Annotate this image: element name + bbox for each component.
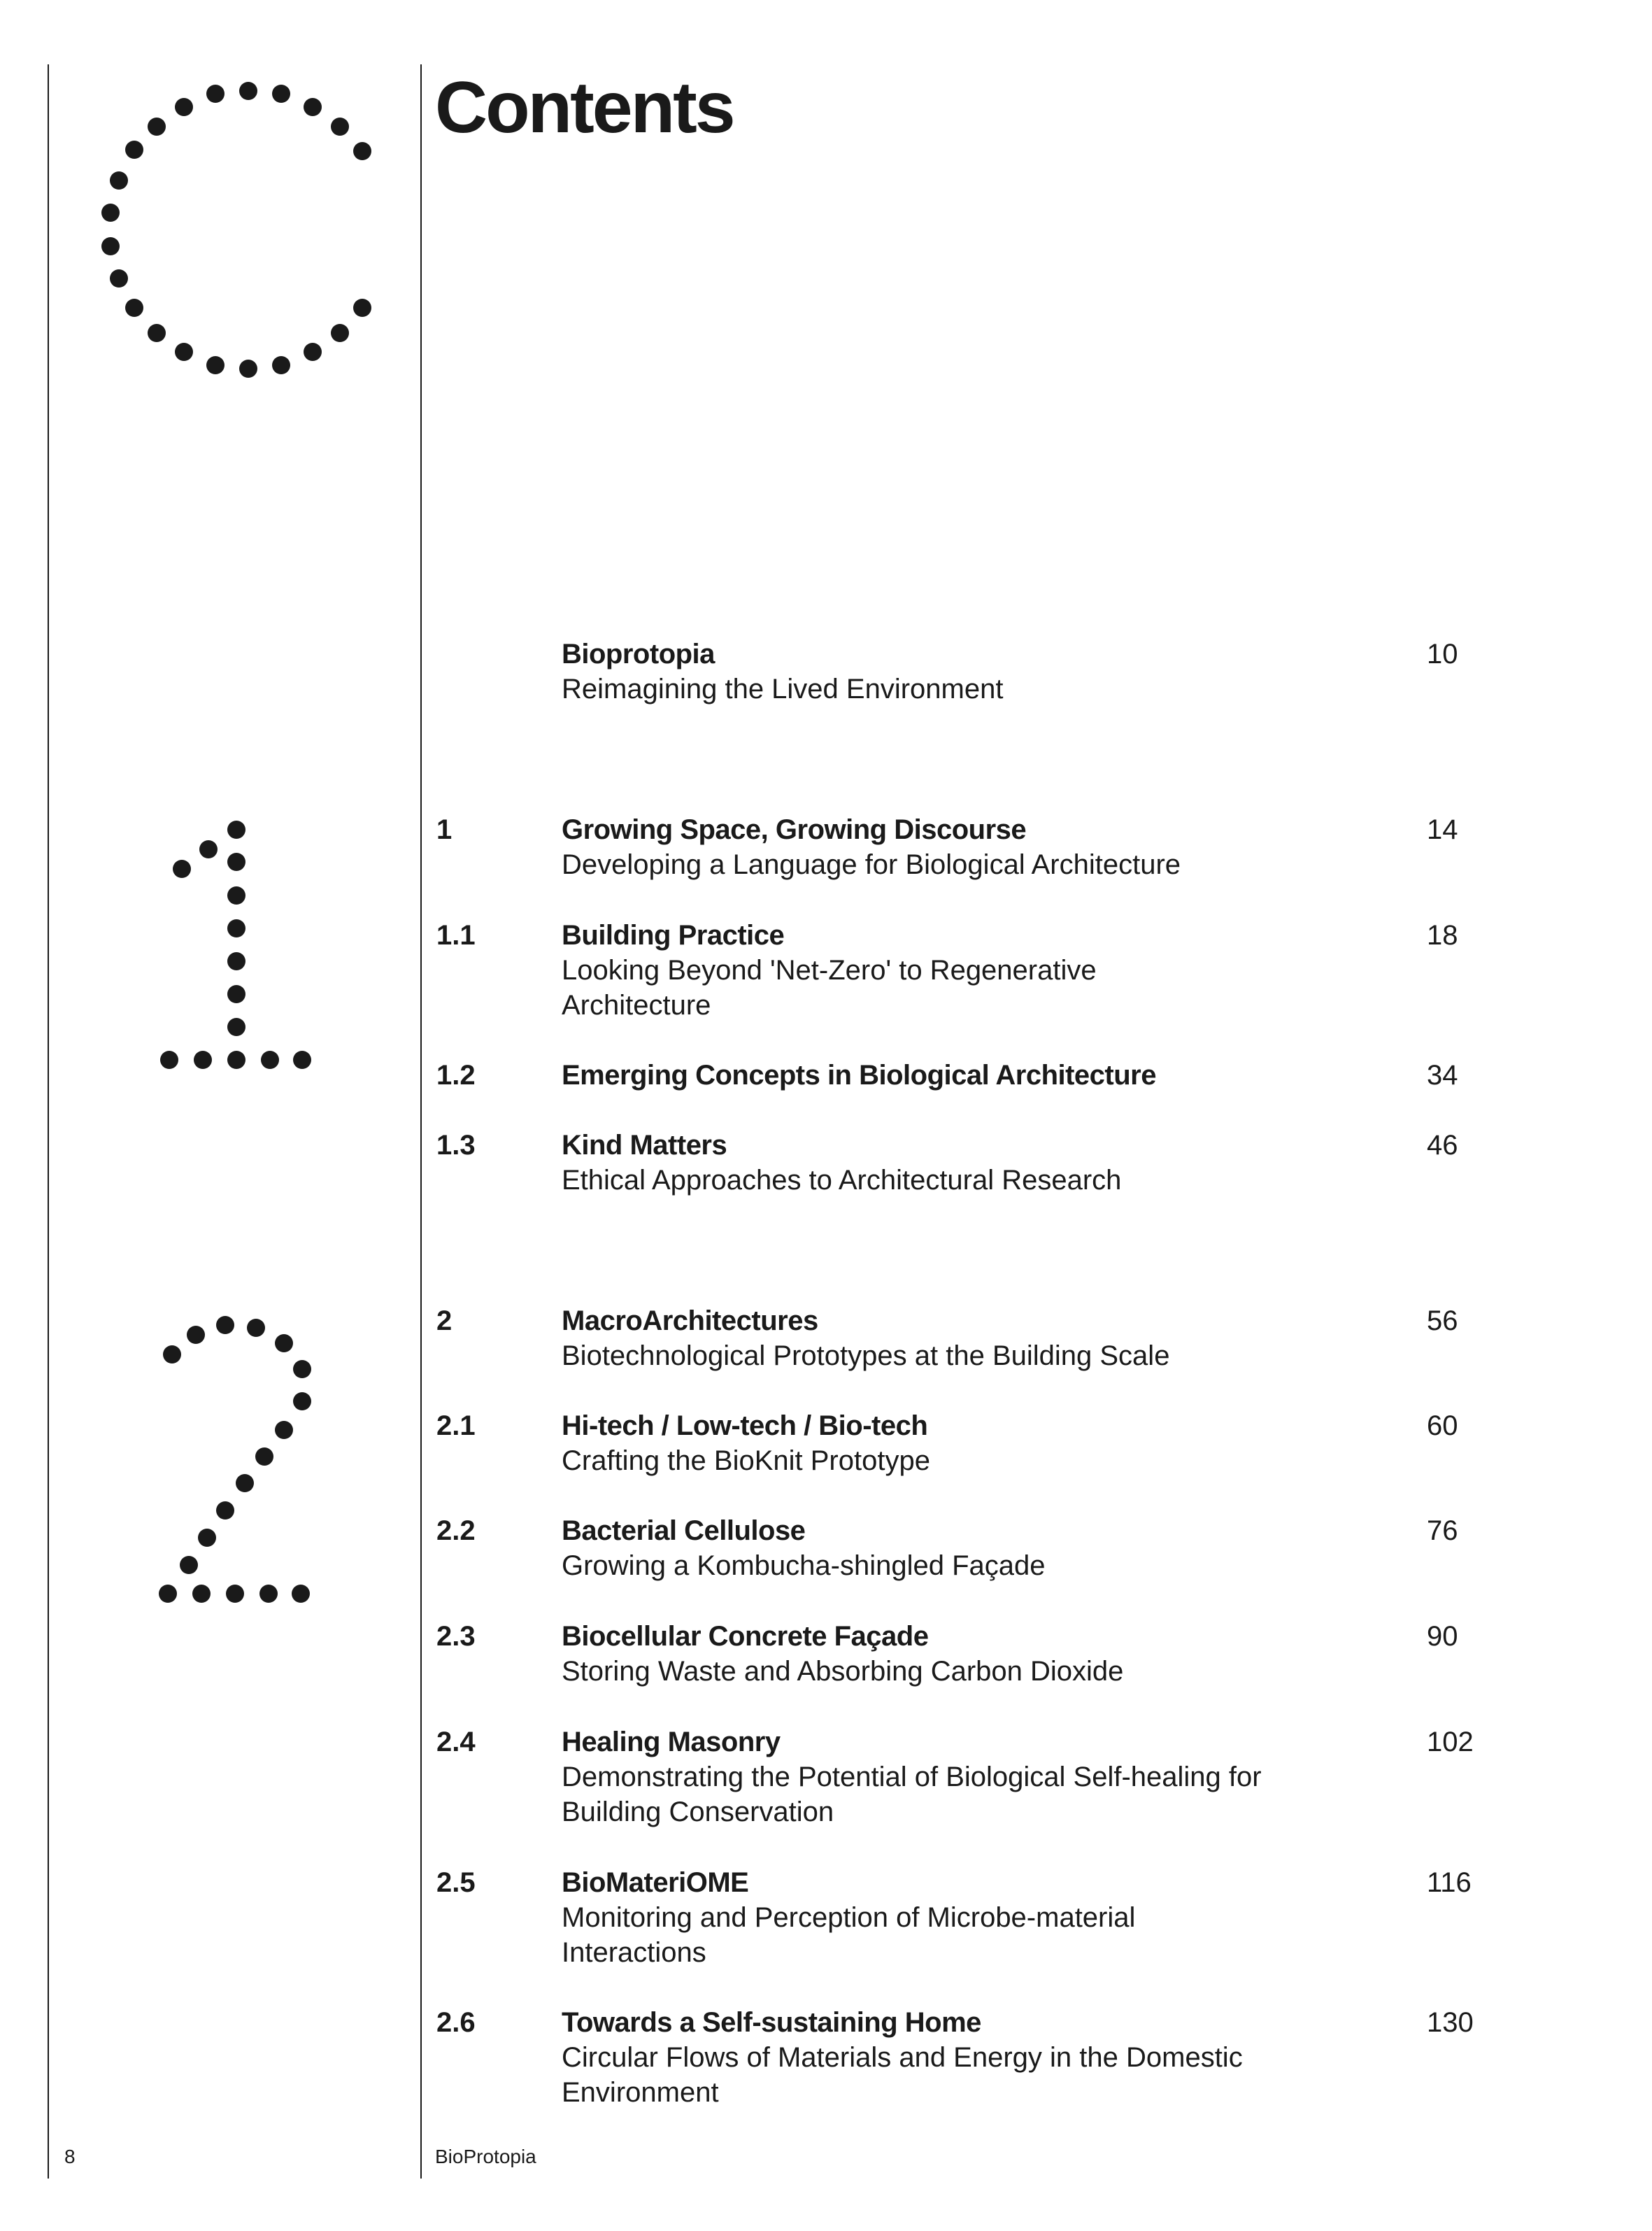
entry-number: 1.3 bbox=[436, 1130, 476, 1161]
entry-page-number: 76 bbox=[1427, 1515, 1458, 1546]
dotted-numeral-two bbox=[147, 1301, 329, 1609]
dotted-letter-c bbox=[91, 77, 385, 392]
entry-title: Emerging Concepts in Biological Architecture bbox=[562, 1060, 1156, 1091]
entry-number: 1.2 bbox=[436, 1060, 476, 1091]
entry-number: 1.1 bbox=[436, 920, 476, 951]
entry-subtitle: Biotechnological Prototypes at the Building Scale bbox=[562, 1340, 1170, 1371]
entry-title: Hi-tech / Low-tech / Bio-tech bbox=[562, 1410, 928, 1441]
entry-number: 2.3 bbox=[436, 1621, 476, 1652]
entry-subtitle: Developing a Language for Biological Architecture bbox=[562, 849, 1181, 880]
entry-subtitle: Circular Flows of Materials and Energy in the Domestic Environment bbox=[562, 2042, 1243, 2108]
entry-subtitle: Looking Beyond 'Net-Zero' to Regenerative Architecture bbox=[562, 955, 1097, 1021]
left-margin-rule bbox=[48, 64, 49, 2179]
dotted-numeral-one bbox=[147, 812, 329, 1105]
entry-title: Towards a Self-sustaining Home bbox=[562, 2007, 981, 2038]
entry-subtitle: Crafting the BioKnit Prototype bbox=[562, 1445, 930, 1476]
entry-subtitle: Storing Waste and Absorbing Carbon Dioxide bbox=[562, 1656, 1124, 1687]
entry-title: Kind Matters bbox=[562, 1130, 727, 1161]
entry-number: 2.6 bbox=[436, 2007, 476, 2038]
entry-number: 2.5 bbox=[436, 1867, 476, 1898]
page-title: Contents bbox=[435, 67, 734, 148]
entry-page-number: 56 bbox=[1427, 1305, 1458, 1336]
running-title: BioProtopia bbox=[435, 2146, 536, 2167]
entry-title: Biocellular Concrete Façade bbox=[562, 1621, 929, 1652]
entry-title: Growing Space, Growing Discourse bbox=[562, 814, 1027, 845]
entry-page-number: 116 bbox=[1427, 1867, 1472, 1898]
page-folio: 8 bbox=[64, 2146, 76, 2167]
entry-page-number: 46 bbox=[1427, 1130, 1458, 1161]
entry-page-number: 130 bbox=[1427, 2007, 1474, 2038]
entry-number: 2.2 bbox=[436, 1515, 476, 1546]
entry-page-number: 34 bbox=[1427, 1060, 1458, 1091]
entry-subtitle: Growing a Kombucha-shingled Façade bbox=[562, 1550, 1046, 1581]
entry-page-number: 10 bbox=[1427, 639, 1458, 670]
entry-subtitle: Demonstrating the Potential of Biological Self-healing for Building Conservation bbox=[562, 1762, 1262, 1827]
entry-page-number: 18 bbox=[1427, 920, 1458, 951]
entry-title: Healing Masonry bbox=[562, 1727, 781, 1757]
entry-title: Bacterial Cellulose bbox=[562, 1515, 806, 1546]
entry-page-number: 14 bbox=[1427, 814, 1458, 845]
entry-number: 2.1 bbox=[436, 1410, 476, 1441]
entry-subtitle: Monitoring and Perception of Microbe-material Interactions bbox=[562, 1902, 1136, 1968]
entry-number: 2 bbox=[436, 1305, 453, 1336]
entry-subtitle: Reimagining the Lived Environment bbox=[562, 674, 1004, 704]
entry-title: BioMateriOME bbox=[562, 1867, 749, 1898]
entry-page-number: 60 bbox=[1427, 1410, 1458, 1441]
entry-page-number: 102 bbox=[1427, 1727, 1474, 1757]
entry-title: Building Practice bbox=[562, 920, 785, 951]
entry-page-number: 90 bbox=[1427, 1621, 1458, 1652]
column-divider-rule bbox=[420, 64, 422, 2179]
entry-title: Bioprotopia bbox=[562, 639, 715, 670]
entry-title: MacroArchitectures bbox=[562, 1305, 818, 1336]
entry-number: 2.4 bbox=[436, 1727, 476, 1757]
entry-subtitle: Ethical Approaches to Architectural Research bbox=[562, 1165, 1122, 1196]
entry-number: 1 bbox=[436, 814, 453, 845]
